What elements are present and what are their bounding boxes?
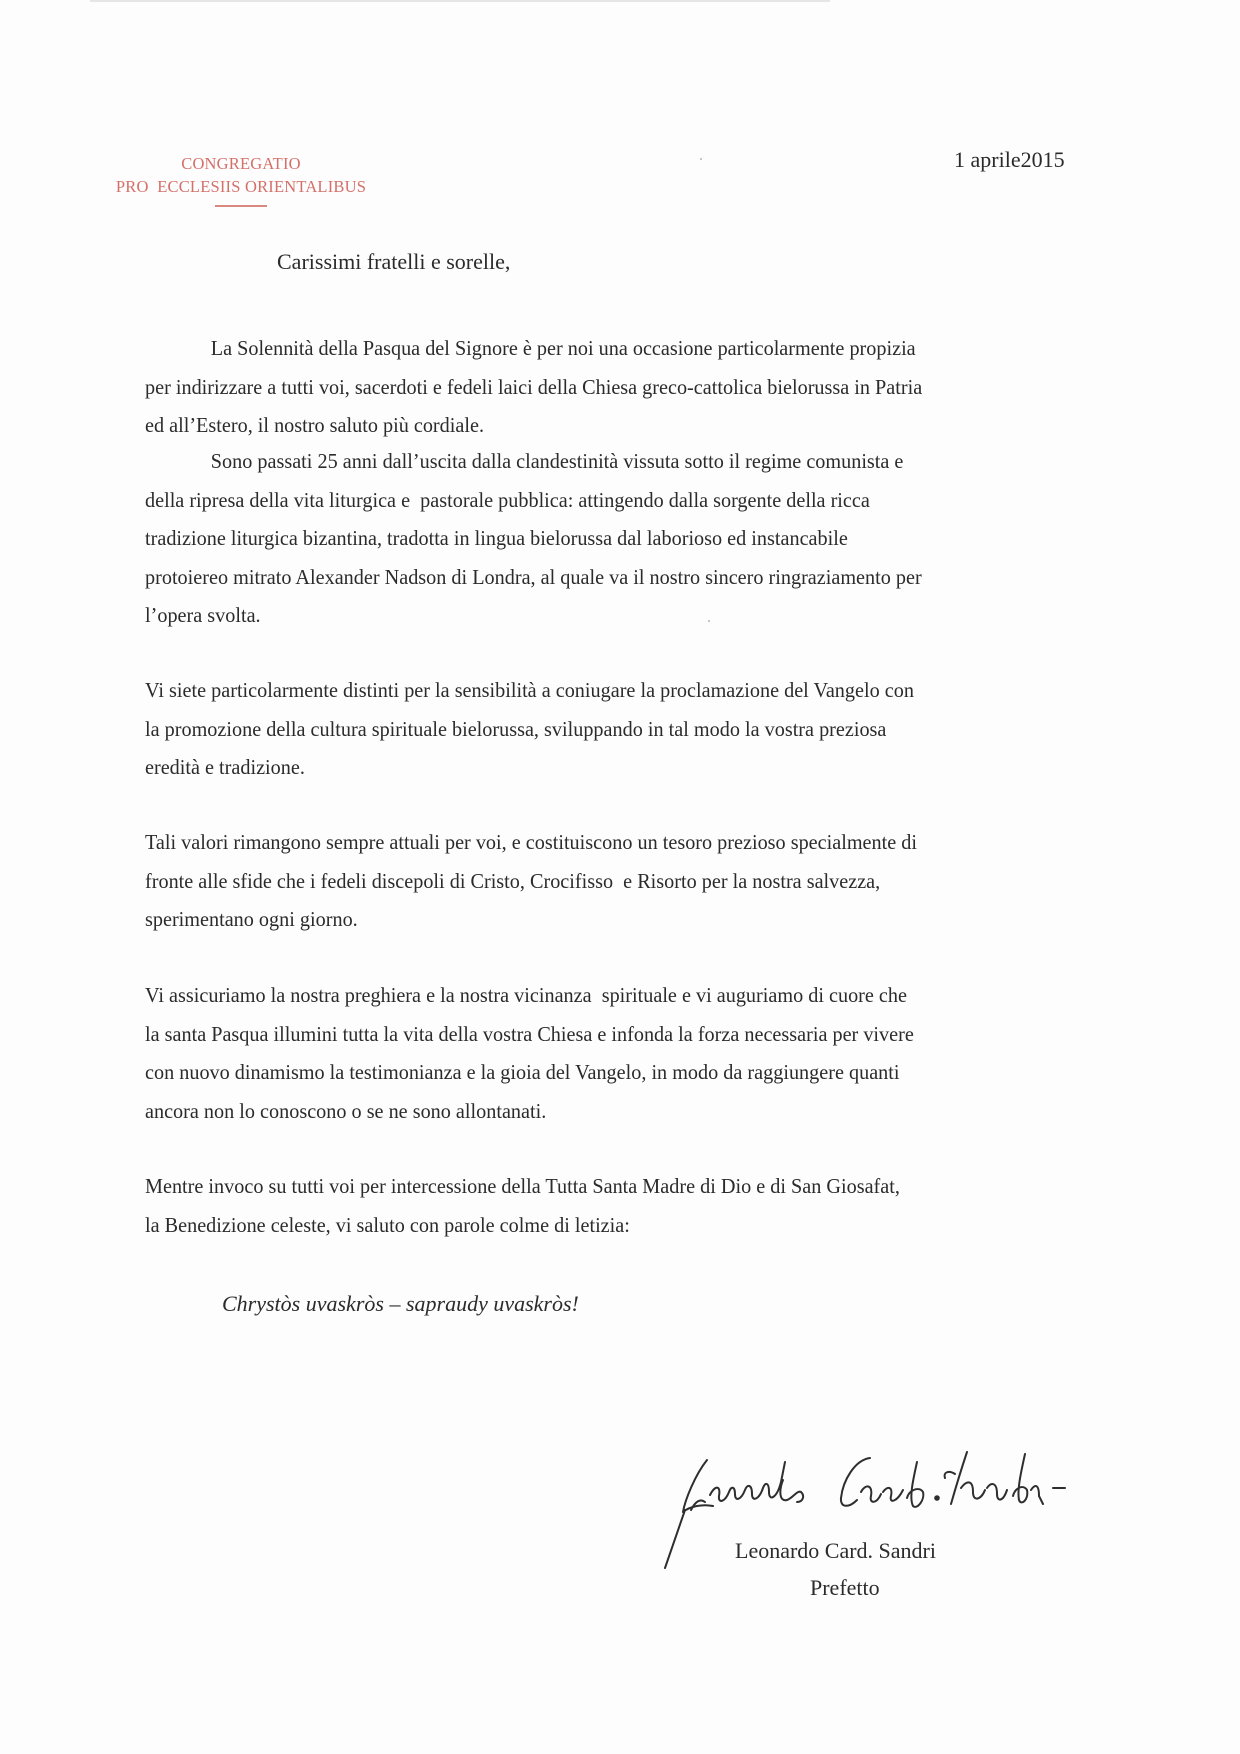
letterhead	[96, 152, 386, 207]
paragraph-line: della ripresa della vita liturgica e pastorale pubblica: attingendo dalla sorgente della ricca	[145, 487, 870, 512]
paragraph-line: Mentre invoco su tutti voi per intercessione della Tutta Santa Madre di Dio e di San Giosafat,	[145, 1174, 900, 1198]
paragraph-line: tradizione liturgica bizantina, tradotta in lingua bielorussa dal laborioso ed instancabile	[145, 526, 848, 550]
paragraph-line: con nuovo dinamismo la testimonianza e la gioia del Vangelo, in modo da raggiungere quanti	[145, 1060, 900, 1084]
signer-title: Prefetto	[810, 1575, 880, 1600]
paragraph-line: Vi siete particolarmente distinti per la sensibilità a coniugare la proclamazione del Vangelo con	[145, 678, 914, 702]
paragraph-2	[145, 442, 1085, 635]
paragraph-line: per indirizzare a tutti voi, sacerdoti e fedeli laici della Chiesa greco-cattolica bielorussa in Patria	[145, 374, 923, 399]
paragraph-line: l’opera svolta.	[145, 603, 261, 627]
letter-date: 1 aprile2015	[954, 147, 1065, 172]
paragraph-line: ed all’Estero, il nostro saluto più cordiale.	[145, 413, 485, 437]
paragraph-line: Sono passati 25 anni dall’uscita dalla clandestinità vissuta sotto il regime comunista e	[210, 449, 904, 473]
signer-name: Leonardo Card. Sandri	[735, 1538, 936, 1563]
paragraph-3	[145, 671, 1085, 787]
paragraph-line: protoiereo mitrato Alexander Nadson di Londra, al quale va il nostro sincero ringraziamento per	[145, 564, 922, 589]
paragraph-line: la santa Pasqua illumini tutta la vita della vostra Chiesa e infonda la forza necessaria per vivere	[145, 1021, 914, 1046]
paragraph-1	[145, 329, 1085, 445]
paragraph-line: ancora non lo conoscono o se ne sono allontanati.	[145, 1098, 547, 1123]
closing-salutation: Chrystòs uvaskròs – sapraudy uvaskròs!	[222, 1291, 579, 1316]
scan-edge-line	[90, 0, 830, 2]
paragraph-line: la promozione della cultura spirituale bielorussa, sviluppando in tal modo la vostra preziosa	[145, 716, 887, 741]
paragraph-line: sperimentano ogni giorno.	[145, 907, 358, 931]
paragraph-line: Tali valori rimangono sempre attuali per voi, e costituiscono un tesoro prezioso specialmente di	[145, 830, 917, 854]
scan-speck	[700, 158, 702, 160]
paragraph-5	[145, 976, 1085, 1130]
paragraph-line: fronte alle sfide che i fedeli discepoli di Cristo, Crocifisso e Risorto per la nostra salvezza,	[145, 868, 881, 893]
letterhead-rule	[215, 205, 267, 207]
paragraph-line: Vi assicuriamo la nostra preghiera e la nostra vicinanza spirituale e vi auguriamo di cuore che	[145, 983, 907, 1007]
paragraph-line: la Benedizione celeste, vi saluto con parole colme di letizia:	[145, 1212, 630, 1237]
letterhead-line-1: CONGREGATIO	[181, 154, 301, 173]
paragraph-line: La Solennità della Pasqua del Signore è per noi una occasione particolarmente propizia	[210, 336, 916, 360]
paragraph-line: eredità e tradizione.	[145, 755, 305, 779]
letterhead-line-2: PRO ECCLESIIS ORIENTALIBUS	[115, 177, 367, 196]
greeting: Carissimi fratelli e sorelle,	[277, 249, 511, 274]
paragraph-6	[145, 1167, 1085, 1244]
paragraph-4	[145, 823, 1085, 939]
